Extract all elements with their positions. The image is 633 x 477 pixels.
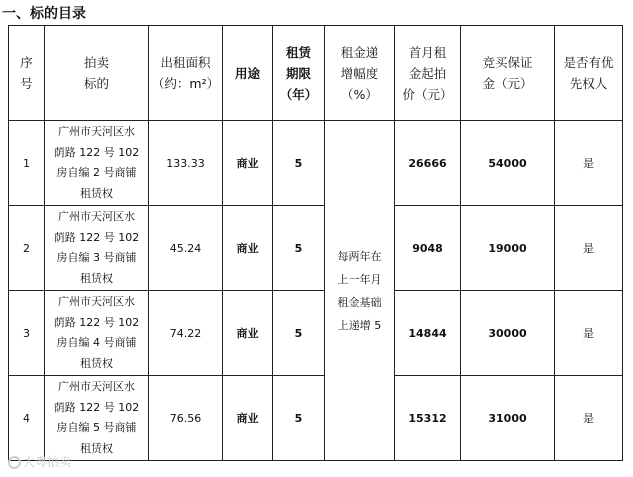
cell-subject: 广州市天河区水 荫路 122 号 102 房自编 3 号商铺 租赁权 — [45, 206, 149, 291]
col-header-start-price: 首月租 金起拍 价（元） — [395, 26, 461, 121]
cell-area: 133.33 — [149, 121, 223, 206]
watermark: 大粤拍卖 — [8, 453, 71, 470]
cell-area: 74.22 — [149, 291, 223, 376]
cell-term: 5 — [273, 291, 325, 376]
cell-start-price: 26666 — [395, 121, 461, 206]
cell-term: 5 — [273, 206, 325, 291]
cell-usage: 商业 — [223, 376, 273, 461]
cell-start-price: 9048 — [395, 206, 461, 291]
section-heading: 一、标的目录 — [2, 6, 86, 22]
cell-deposit: 19000 — [461, 206, 555, 291]
cell-rent-increase: 每两年在 上一年月 租金基础 上递增 5 — [325, 121, 395, 461]
cell-start-price: 14844 — [395, 291, 461, 376]
cell-subject: 广州市天河区水 荫路 122 号 102 房自编 2 号商铺 租赁权 — [45, 121, 149, 206]
cell-deposit: 31000 — [461, 376, 555, 461]
cell-priority: 是 — [555, 121, 623, 206]
cell-start-price: 15312 — [395, 376, 461, 461]
cell-usage: 商业 — [223, 121, 273, 206]
col-header-usage: 用途 — [223, 26, 273, 121]
cell-priority: 是 — [555, 376, 623, 461]
cell-subject: 广州市天河区水 荫路 122 号 102 房自编 5 号商铺 租赁权 — [45, 376, 149, 461]
cell-no: 4 — [9, 376, 45, 461]
cell-area: 45.24 — [149, 206, 223, 291]
cell-no: 2 — [9, 206, 45, 291]
watermark-logo-icon — [8, 456, 21, 469]
cell-deposit: 30000 — [461, 291, 555, 376]
table-row — [9, 121, 623, 206]
cell-subject: 广州市天河区水 荫路 122 号 102 房自编 4 号商铺 租赁权 — [45, 291, 149, 376]
cell-usage: 商业 — [223, 206, 273, 291]
cell-area: 76.56 — [149, 376, 223, 461]
col-header-no: 序 号 — [9, 26, 45, 121]
col-header-term: 租赁 期限 （年） — [273, 26, 325, 121]
cell-no: 3 — [9, 291, 45, 376]
header-row — [9, 26, 623, 121]
cell-term: 5 — [273, 121, 325, 206]
col-header-deposit: 竞买保证 金（元） — [461, 26, 555, 121]
cell-priority: 是 — [555, 291, 623, 376]
cell-priority: 是 — [555, 206, 623, 291]
cell-usage: 商业 — [223, 291, 273, 376]
table-row — [9, 206, 623, 291]
table-row — [9, 291, 623, 376]
col-header-area: 出租面积 （约：m²） — [149, 26, 223, 121]
col-header-rent-increase: 租金递 增幅度 （%） — [325, 26, 395, 121]
cell-deposit: 54000 — [461, 121, 555, 206]
cell-term: 5 — [273, 376, 325, 461]
col-header-subject: 拍卖 标的 — [45, 26, 149, 121]
auction-items-table — [8, 25, 623, 461]
col-header-priority: 是否有优 先权人 — [555, 26, 623, 121]
table-row — [9, 376, 623, 461]
cell-no: 1 — [9, 121, 45, 206]
